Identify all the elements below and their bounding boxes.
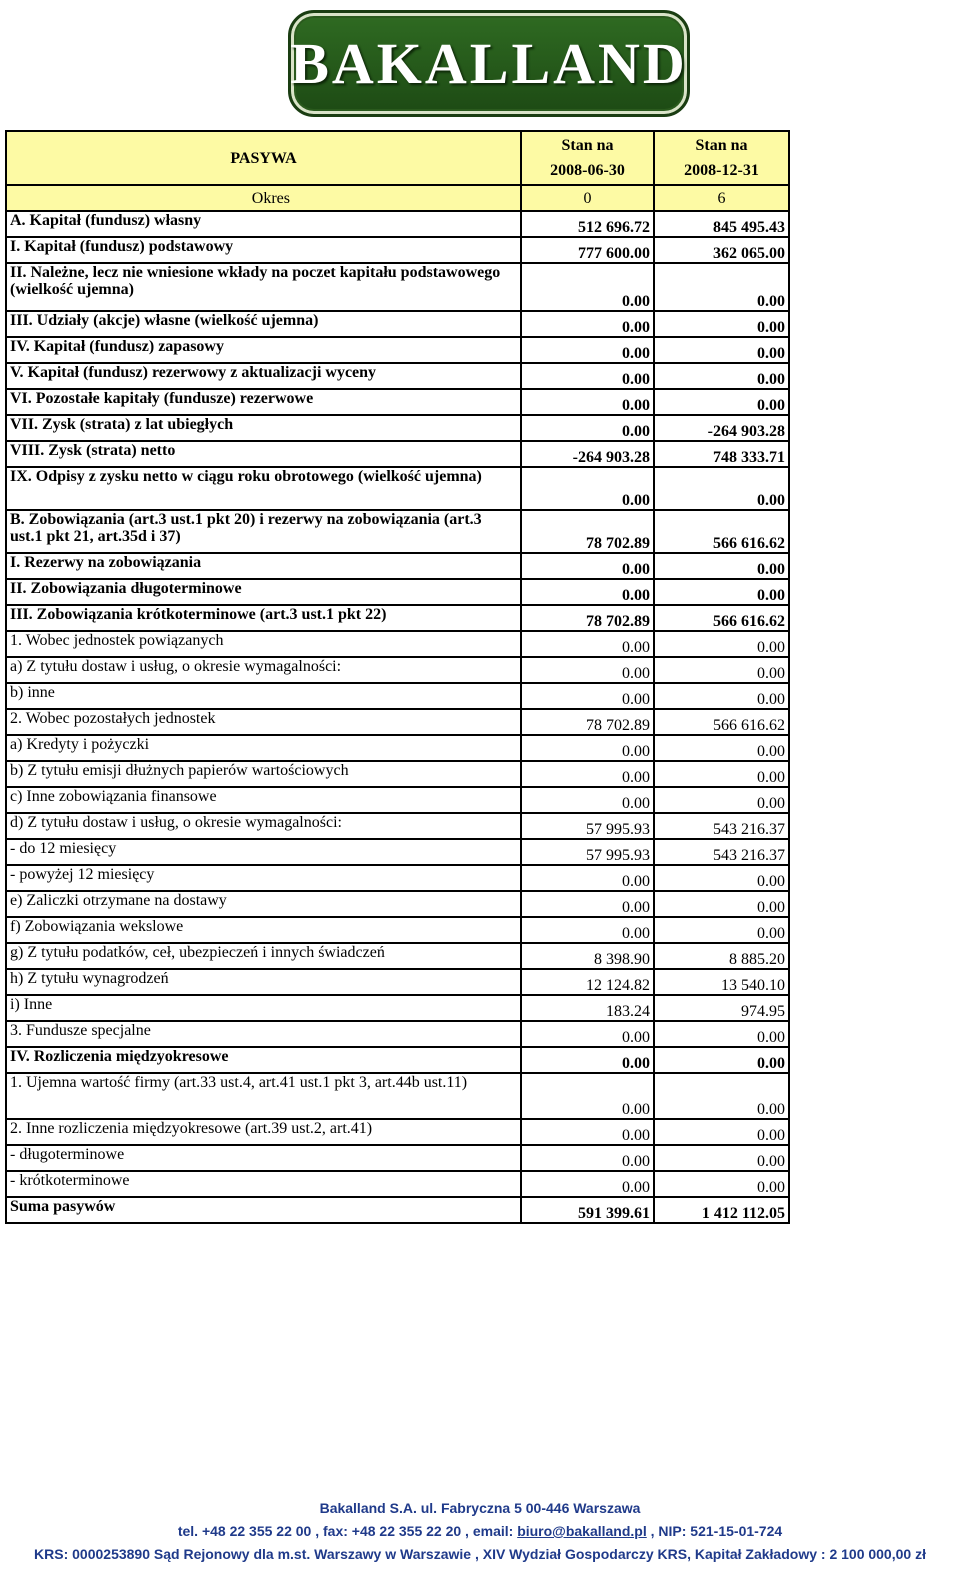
header-col1-date: 2008-06-30: [550, 162, 625, 179]
row-value-2008-12-31: 566 616.62: [654, 709, 789, 735]
row-label: h) Z tytułu wynagrodzeń: [6, 969, 521, 995]
row-value-2008-06-30: 0.00: [521, 1171, 654, 1197]
row-value-2008-06-30: 183.24: [521, 995, 654, 1021]
table-row: [6, 735, 789, 761]
row-label: g) Z tytułu podatków, ceł, ubezpieczeń i innych świadczeń: [6, 943, 521, 969]
row-value-2008-12-31: 0.00: [654, 761, 789, 787]
row-label: II. Zobowiązania długoterminowe: [6, 579, 521, 605]
row-value-2008-12-31: 0.00: [654, 389, 789, 415]
table-row: [6, 683, 789, 709]
row-value-2008-06-30: 0.00: [521, 579, 654, 605]
row-value-2008-12-31: 0.00: [654, 553, 789, 579]
row-label: VI. Pozostałe kapitały (fundusze) rezerwowe: [6, 389, 521, 415]
row-value-2008-12-31: 543 216.37: [654, 839, 789, 865]
table-row: [6, 579, 789, 605]
row-value-2008-06-30: 78 702.89: [521, 605, 654, 631]
row-label: 1. Ujemna wartość firmy (art.33 ust.4, art.41 ust.1 pkt 3, art.44b ust.11): [6, 1073, 521, 1119]
header-title: PASYWA: [6, 131, 521, 185]
row-label: - długoterminowe: [6, 1145, 521, 1171]
row-value-2008-12-31: 0.00: [654, 311, 789, 337]
row-label: d) Z tytułu dostaw i usług, o okresie wymagalności:: [6, 813, 521, 839]
row-value-2008-06-30: 0.00: [521, 389, 654, 415]
pasywa-table: [5, 130, 790, 1224]
header-col2-top: Stan na: [695, 137, 748, 154]
row-label: 2. Inne rozliczenia międzyokresowe (art.39 ust.2, art.41): [6, 1119, 521, 1145]
row-label: II. Należne, lecz nie wniesione wkłady na poczet kapitału podstawowego (wielkość ujemna): [6, 263, 521, 311]
table-row: [6, 1197, 789, 1223]
table-row: [6, 1021, 789, 1047]
row-label: VIII. Zysk (strata) netto: [6, 441, 521, 467]
row-value-2008-12-31: 0.00: [654, 1119, 789, 1145]
row-value-2008-12-31: 0.00: [654, 631, 789, 657]
row-value-2008-06-30: 0.00: [521, 363, 654, 389]
row-value-2008-12-31: 0.00: [654, 263, 789, 311]
row-label: - do 12 miesięcy: [6, 839, 521, 865]
row-value-2008-12-31: -264 903.28: [654, 415, 789, 441]
row-value-2008-06-30: 0.00: [521, 891, 654, 917]
row-value-2008-12-31: 845 495.43: [654, 211, 789, 237]
row-value-2008-12-31: 566 616.62: [654, 605, 789, 631]
table-row: [6, 943, 789, 969]
row-value-2008-06-30: 0.00: [521, 311, 654, 337]
table-row: [6, 553, 789, 579]
okres-value-2: 6: [654, 185, 789, 211]
row-value-2008-12-31: 0.00: [654, 1021, 789, 1047]
table-row: [6, 969, 789, 995]
row-value-2008-12-31: 0.00: [654, 1047, 789, 1073]
row-label: Suma pasywów: [6, 1197, 521, 1223]
row-label: IV. Kapitał (fundusz) zapasowy: [6, 337, 521, 363]
table-row: [6, 337, 789, 363]
table-row: [6, 709, 789, 735]
row-value-2008-12-31: 0.00: [654, 683, 789, 709]
row-label: e) Zaliczki otrzymane na dostawy: [6, 891, 521, 917]
row-value-2008-06-30: 0.00: [521, 735, 654, 761]
table-row: [6, 441, 789, 467]
table-row: [6, 415, 789, 441]
table-row: [6, 237, 789, 263]
row-value-2008-12-31: 0.00: [654, 363, 789, 389]
row-label: 2. Wobec pozostałych jednostek: [6, 709, 521, 735]
table-row: [6, 891, 789, 917]
row-value-2008-12-31: 543 216.37: [654, 813, 789, 839]
row-value-2008-06-30: 57 995.93: [521, 813, 654, 839]
table-row: [6, 363, 789, 389]
row-value-2008-06-30: 591 399.61: [521, 1197, 654, 1223]
table-row: [6, 605, 789, 631]
row-value-2008-06-30: 0.00: [521, 263, 654, 311]
row-label: VII. Zysk (strata) z lat ubiegłych: [6, 415, 521, 441]
row-label: 3. Fundusze specjalne: [6, 1021, 521, 1047]
footer-email-link[interactable]: biuro@bakalland.pl: [517, 1523, 647, 1539]
row-label: III. Udziały (akcje) własne (wielkość ujemna): [6, 311, 521, 337]
table-row: [6, 1119, 789, 1145]
row-value-2008-12-31: 0.00: [654, 891, 789, 917]
row-value-2008-06-30: 0.00: [521, 337, 654, 363]
header-col2-date: 2008-12-31: [684, 162, 759, 179]
row-label: I. Kapitał (fundusz) podstawowy: [6, 237, 521, 263]
row-value-2008-06-30: 0.00: [521, 1021, 654, 1047]
row-value-2008-06-30: 0.00: [521, 553, 654, 579]
row-value-2008-12-31: 566 616.62: [654, 510, 789, 553]
footer-krs: KRS: 0000253890 Sąd Rejonowy dla m.st. Warszawy w Warszawie , XIV Wydział Gospodarczy KRS, Kapitał Zakładowy : 2 100 000,00 zł: [34, 1546, 926, 1562]
row-label: f) Zobowiązania wekslowe: [6, 917, 521, 943]
row-value-2008-06-30: 78 702.89: [521, 510, 654, 553]
row-value-2008-12-31: 0.00: [654, 1171, 789, 1197]
table-row: [6, 787, 789, 813]
row-label: i) Inne: [6, 995, 521, 1021]
table-row: [6, 657, 789, 683]
bakalland-logo: [288, 10, 690, 117]
row-label: B. Zobowiązania (art.3 ust.1 pkt 20) i rezerwy na zobowiązania (art.3 ust.1 pkt 21, art.35d i 37): [6, 510, 521, 553]
row-value-2008-06-30: 0.00: [521, 1047, 654, 1073]
row-value-2008-06-30: 777 600.00: [521, 237, 654, 263]
row-label: III. Zobowiązania krótkoterminowe (art.3 ust.1 pkt 22): [6, 605, 521, 631]
table-row: [6, 311, 789, 337]
row-value-2008-06-30: 12 124.82: [521, 969, 654, 995]
row-label: c) Inne zobowiązania finansowe: [6, 787, 521, 813]
row-value-2008-06-30: 0.00: [521, 657, 654, 683]
row-value-2008-12-31: 0.00: [654, 337, 789, 363]
row-value-2008-06-30: 0.00: [521, 1145, 654, 1171]
table-row: [6, 839, 789, 865]
row-label: IV. Rozliczenia międzyokresowe: [6, 1047, 521, 1073]
row-label: - krótkoterminowe: [6, 1171, 521, 1197]
row-value-2008-06-30: 0.00: [521, 1119, 654, 1145]
table-row: [6, 631, 789, 657]
row-label: A. Kapitał (fundusz) własny: [6, 211, 521, 237]
row-value-2008-12-31: 974.95: [654, 995, 789, 1021]
table-row: [6, 1073, 789, 1119]
row-value-2008-12-31: 0.00: [654, 657, 789, 683]
row-value-2008-12-31: 0.00: [654, 865, 789, 891]
row-value-2008-12-31: 0.00: [654, 1073, 789, 1119]
table-row: [6, 510, 789, 553]
okres-row: [6, 185, 789, 211]
okres-label: Okres: [6, 185, 521, 211]
row-value-2008-12-31: 748 333.71: [654, 441, 789, 467]
row-value-2008-06-30: 57 995.93: [521, 839, 654, 865]
row-value-2008-12-31: 0.00: [654, 735, 789, 761]
row-value-2008-12-31: 8 885.20: [654, 943, 789, 969]
row-value-2008-06-30: 0.00: [521, 1073, 654, 1119]
table-row: [6, 389, 789, 415]
row-value-2008-06-30: 0.00: [521, 631, 654, 657]
header-col2: [654, 131, 789, 185]
table-row: [6, 813, 789, 839]
row-value-2008-12-31: 13 540.10: [654, 969, 789, 995]
header-col1-top: Stan na: [561, 137, 614, 154]
footer-phone-fax: tel. +48 22 355 22 00 , fax: +48 22 355 22 20 , email:: [177, 1523, 518, 1539]
row-value-2008-06-30: -264 903.28: [521, 441, 654, 467]
footer-contact: [0, 1523, 960, 1539]
row-label: b) Z tytułu emisji dłużnych papierów wartościowych: [6, 761, 521, 787]
row-value-2008-12-31: 0.00: [654, 917, 789, 943]
row-value-2008-06-30: 0.00: [521, 467, 654, 510]
table-row: [6, 1171, 789, 1197]
table-row: [6, 761, 789, 787]
row-value-2008-06-30: 512 696.72: [521, 211, 654, 237]
table-row: [6, 1145, 789, 1171]
row-value-2008-12-31: 1 412 112.05: [654, 1197, 789, 1223]
row-label: b) inne: [6, 683, 521, 709]
row-value-2008-12-31: 0.00: [654, 787, 789, 813]
row-value-2008-06-30: 0.00: [521, 761, 654, 787]
header-row: [6, 131, 789, 185]
row-value-2008-06-30: 8 398.90: [521, 943, 654, 969]
row-value-2008-06-30: 0.00: [521, 683, 654, 709]
row-value-2008-12-31: 0.00: [654, 1145, 789, 1171]
row-label: a) Kredyty i pożyczki: [6, 735, 521, 761]
row-value-2008-12-31: 0.00: [654, 579, 789, 605]
footer-address: Bakalland S.A. ul. Fabryczna 5 00-446 Warszawa: [319, 1500, 641, 1516]
table-row: [6, 995, 789, 1021]
row-label: I. Rezerwy na zobowiązania: [6, 553, 521, 579]
footer-nip: , NIP: 521-15-01-724: [646, 1523, 783, 1539]
row-label: IX. Odpisy z zysku netto w ciągu roku obrotowego (wielkość ujemna): [6, 467, 521, 510]
row-value-2008-06-30: 0.00: [521, 865, 654, 891]
table-row: [6, 1047, 789, 1073]
header-col1: [521, 131, 654, 185]
row-label: V. Kapitał (fundusz) rezerwowy z aktualizacji wyceny: [6, 363, 521, 389]
row-value-2008-06-30: 0.00: [521, 917, 654, 943]
table-row: [6, 263, 789, 311]
okres-value-1: 0: [521, 185, 654, 211]
row-value-2008-12-31: 0.00: [654, 467, 789, 510]
table-row: [6, 917, 789, 943]
row-value-2008-12-31: 362 065.00: [654, 237, 789, 263]
logo-text: BAKALLAND: [290, 31, 688, 96]
table-row: [6, 467, 789, 510]
table-row: [6, 211, 789, 237]
table-row: [6, 865, 789, 891]
row-label: a) Z tytułu dostaw i usług, o okresie wymagalności:: [6, 657, 521, 683]
row-label: 1. Wobec jednostek powiązanych: [6, 631, 521, 657]
row-value-2008-06-30: 0.00: [521, 415, 654, 441]
row-value-2008-06-30: 0.00: [521, 787, 654, 813]
row-value-2008-06-30: 78 702.89: [521, 709, 654, 735]
row-label: - powyżej 12 miesięcy: [6, 865, 521, 891]
